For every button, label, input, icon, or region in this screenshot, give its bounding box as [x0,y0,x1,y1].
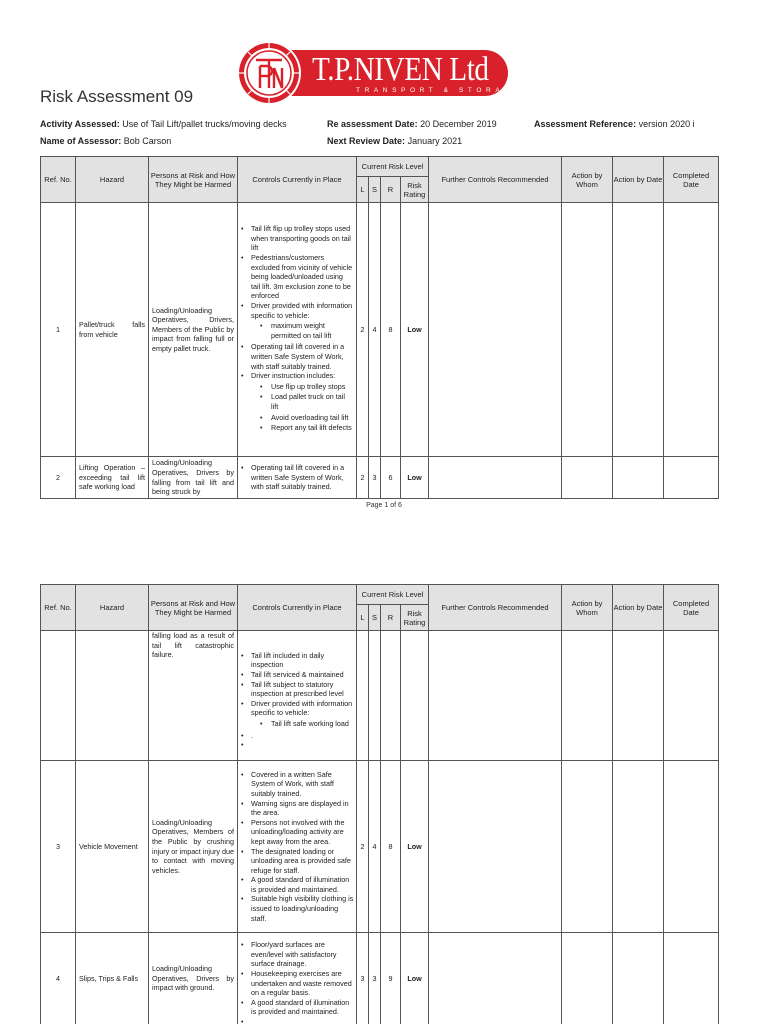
header-likelihood: L [357,177,369,203]
header-further-controls: Further Controls Recommended [429,585,562,631]
header-controls: Controls Currently in Place [238,585,357,631]
risk-rating-value: Low [401,933,429,1024]
completed-date-cell [664,933,719,1024]
header-controls: Controls Currently in Place [238,157,357,203]
header-hazard: Hazard [76,157,149,203]
controls-cell [238,761,357,933]
persons-at-risk-cell: Loading/Unloading Operatives, Members of the Public by crushing injury or impact injury due to contact with moving vehicles. [149,761,238,933]
completed-date-cell [664,631,719,761]
hazard-cell: Vehicle Movement [76,761,149,933]
action-by-date-cell [613,457,664,499]
action-by-whom-cell [562,631,613,761]
header-action-date: Action by Date [613,157,664,203]
header-completed: Completed Date [664,585,719,631]
control-item: • Persons not involved with the unloading/loading activity are kept away from the area. [238,818,354,847]
result-value: 8 [381,761,401,933]
control-item: • Pedestrians/customers excluded from vicinity of vehicle being loaded/unloaded using tail lift. 3m exclusion zone to be enforced [238,253,354,301]
control-item: • The designated loading or unloading area is provided safe refuge for staff. [238,847,354,876]
further-controls-cell [429,457,562,499]
control-item: • Operating tail lift covered in a written Safe System of Work, with staff suitably trained. [238,463,354,492]
control-item: • Covered in a written Safe System of Work, with staff suitably trained. [238,770,354,799]
company-name: T.P.NIVEN Ltd [312,51,489,88]
severity-value [369,631,381,761]
control-subitem: • Use flip up trolley stops [251,382,354,392]
severity-value: 3 [369,933,381,1024]
likelihood-value: 3 [357,933,369,1024]
assessment-reference: Assessment Reference: version 2020 i [534,119,695,129]
likelihood-value: 2 [357,761,369,933]
action-by-date-cell [613,761,664,933]
control-item: • Driver instruction includes: • Use flip up trolley stops • Load pallet truck on tail lift • Avoid overloading tail lift • Report any tail lift defects [238,371,354,433]
risk-row [41,457,719,499]
result-value: 6 [381,457,401,499]
control-item: • Tail lift subject to statutory inspection at prescribed level [238,680,354,699]
control-item: • . [238,731,354,741]
company-seal-icon [236,40,302,106]
control-item: • Floor/yard surfaces are even/level with satisfactory surface drainage. [238,940,354,969]
page-footer: Page 1 of 6 [366,502,402,509]
ref-number: 3 [41,761,76,933]
header-further-controls: Further Controls Recommended [429,157,562,203]
header-persons: Persons at Risk and How They Might be Harmed [149,585,238,631]
header-hazard: Hazard [76,585,149,631]
control-subitem: • Tail lift safe working load [251,719,354,729]
ref-number: 4 [41,933,76,1024]
persons-at-risk-cell: Loading/Unloading Operatives, Drivers, Members of the Public by impact from falling full or empty pallet truck. [149,203,238,457]
result-value [381,631,401,761]
header-completed: Completed Date [664,157,719,203]
hazard-cell [76,631,149,761]
header-severity: S [369,605,381,631]
action-by-whom-cell [562,457,613,499]
document-title: Risk Assessment 09 [40,87,194,106]
controls-cell [238,457,357,499]
action-by-date-cell [613,631,664,761]
header-result: R [381,605,401,631]
severity-value: 4 [369,761,381,933]
page-break [0,520,768,582]
persons-at-risk-cell: falling load as a result of tail lift catastrophic failure. [149,631,238,761]
header-action-by: Action by Whom [562,585,613,631]
risk-row [41,203,719,457]
header-severity: S [369,177,381,203]
likelihood-value: 2 [357,203,369,457]
controls-cell [238,203,357,457]
completed-date-cell [664,203,719,457]
header-current-risk: Current Risk Level [357,585,429,605]
further-controls-cell [429,631,562,761]
action-by-whom-cell [562,761,613,933]
ref-number [41,631,76,761]
control-item: • A good standard of illumination is provided and maintained. [238,998,354,1017]
control-subitem: • Load pallet truck on tail lift [251,392,354,411]
header-ref: Ref. No. [41,585,76,631]
risk-table-page-2 [40,584,719,1024]
next-review-date: Next Review Date: January 2021 [327,136,463,146]
hazard-cell: Lifting Operation – exceeding tail lift safe working load [76,457,149,499]
control-item: • A good standard of illumination is provided and maintained. [238,875,354,894]
header-action-by: Action by Whom [562,157,613,203]
control-item: • Driver provided with information specific to vehicle: • maximum weight permitted on tail lift [238,301,354,340]
header-risk-rating: Risk Rating [401,605,429,631]
header-persons: Persons at Risk and How They Might be Harmed [149,157,238,203]
control-item: • Driver provided with information specific to vehicle: • Tail lift safe working load [238,699,354,729]
control-item: • Warning signs are displayed in the area. [238,799,354,818]
further-controls-cell [429,933,562,1024]
company-tagline: TRANSPORT & STORAGE [356,87,523,94]
header-ref: Ref. No. [41,157,76,203]
control-item: • Tail lift included in daily inspection [238,651,354,670]
severity-value: 3 [369,457,381,499]
controls-cell [238,631,357,761]
controls-cell [238,933,357,1024]
persons-at-risk-cell: Loading/Unloading Operatives, Drivers by falling from tail lift and being struck by [149,457,238,499]
control-subitem: • maximum weight permitted on tail lift [251,321,354,340]
document-page-2 [0,582,768,1024]
activity-assessed: Activity Assessed: Use of Tail Lift/pallet trucks/moving decks [40,119,287,129]
control-item: • Tail lift flip up trolley stops used when transporting goods on tail lift [238,224,354,253]
risk-row [41,631,719,761]
header-action-date: Action by Date [613,585,664,631]
control-subitem: • Avoid overloading tail lift [251,413,354,423]
risk-rating-value: Low [401,457,429,499]
further-controls-cell [429,203,562,457]
company-logo [236,40,523,106]
risk-rating-value: Low [401,761,429,933]
result-value: 8 [381,203,401,457]
further-controls-cell [429,761,562,933]
control-subitem: • Report any tail lift defects [251,423,354,433]
severity-value: 4 [369,203,381,457]
risk-rating-value: Low [401,203,429,457]
completed-date-cell [664,457,719,499]
ref-number: 2 [41,457,76,499]
ref-number: 1 [41,203,76,457]
likelihood-value [357,631,369,761]
assessor-name: Name of Assessor: Bob Carson [40,136,172,146]
reassessment-date: Re assessment Date: 20 December 2019 [327,119,497,129]
control-item: • Suitable high visibility clothing is issued to loading/unloading staff. [238,894,354,923]
header-risk-rating: Risk Rating [401,177,429,203]
action-by-date-cell [613,203,664,457]
hazard-cell: Pallet/truck falls from vehicle [76,203,149,457]
result-value: 9 [381,933,401,1024]
persons-at-risk-cell: Loading/Unloading Operatives, Drivers by impact with ground. [149,933,238,1024]
risk-row [41,761,719,933]
completed-date-cell [664,761,719,933]
header-current-risk: Current Risk Level [357,157,429,177]
risk-row [41,933,719,1024]
risk-table-page-1 [40,156,719,499]
header-result: R [381,177,401,203]
action-by-date-cell [613,933,664,1024]
action-by-whom-cell [562,933,613,1024]
likelihood-value: 2 [357,457,369,499]
control-item: • Housekeeping exercises are undertaken and waste removed on a regular basis. [238,969,354,998]
control-item: • Tail lift serviced & maintained [238,670,354,680]
control-item: • Operating tail lift covered in a written Safe System of Work, with staff suitably trained. [238,342,354,371]
hazard-cell: Slips, Trips & Falls [76,933,149,1024]
header-likelihood: L [357,605,369,631]
action-by-whom-cell [562,203,613,457]
risk-rating-value [401,631,429,761]
